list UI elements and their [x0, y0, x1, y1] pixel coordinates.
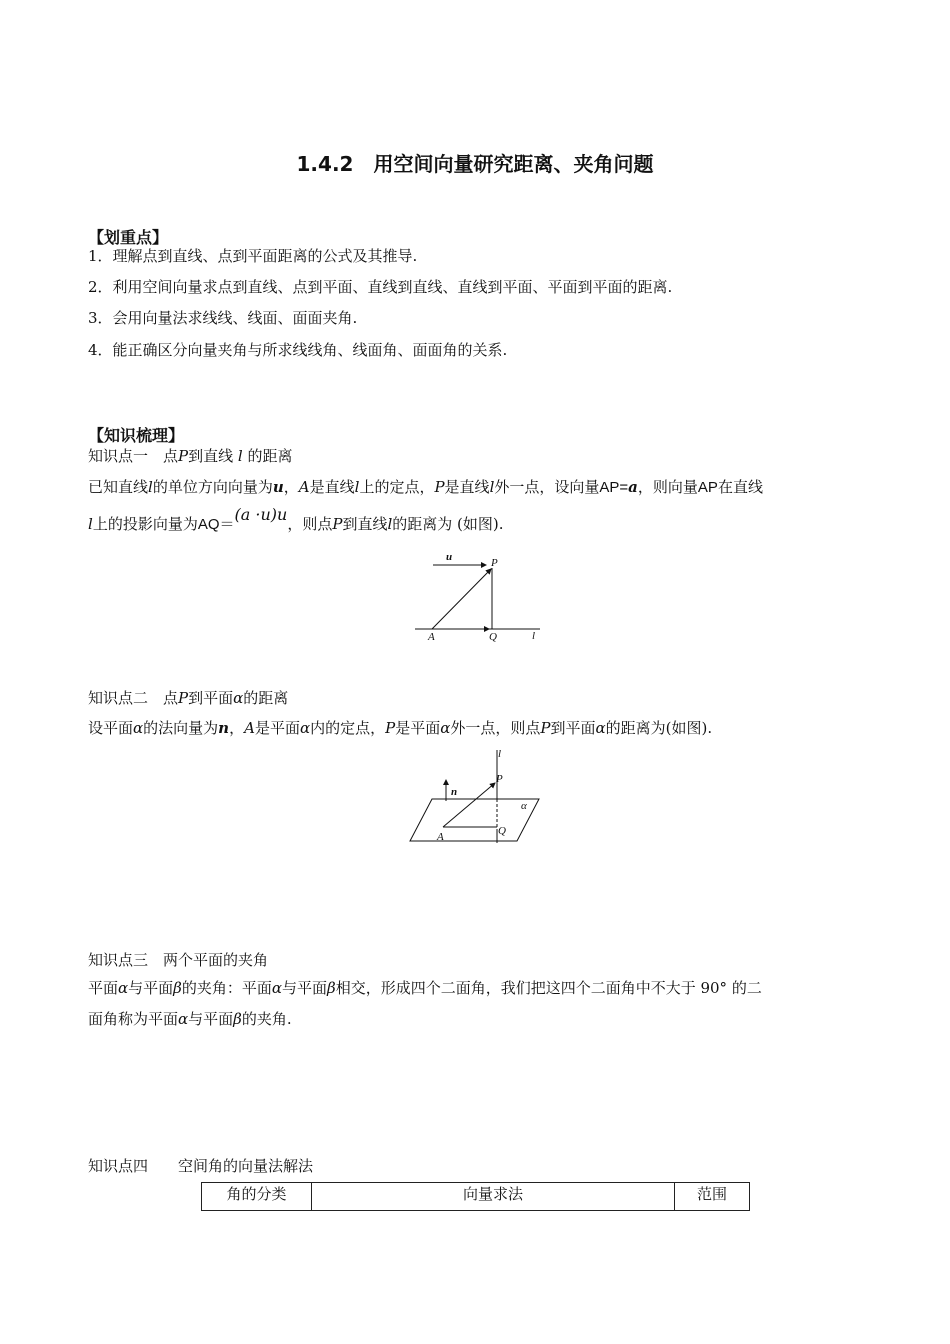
angle-methods-table [201, 1182, 750, 1211]
kp2-heading: 知识点二 点P到平面α的距离 [88, 689, 289, 707]
key-points-heading: 【划重点】 [88, 228, 169, 247]
kp4-heading: 知识点四 空间角的向量法解法 [88, 1157, 314, 1175]
l-label: l [532, 630, 536, 642]
kp1-line-1: 已知直线l的单位方向向量为u，A是直线l上的定点，P是直线l外一点，设向量AP=a，则向量AP在直线 [88, 478, 763, 496]
n-label: n [451, 786, 458, 798]
key-point-1: 1．理解点到直线、点到平面距离的公式及其推导. [88, 247, 418, 265]
a-label: A [437, 831, 444, 843]
page-title: 1.4.2 用空间向量研究距离、夹角问题 [296, 152, 654, 176]
q-label: Q [489, 631, 497, 643]
projection-formula: (a ·u)u [234, 505, 288, 524]
kp2-figure [405, 745, 550, 850]
kp1-heading: 知识点一 点P到直线 l 的距离 [88, 447, 293, 465]
table-header-cell: 向量求法 [312, 1183, 675, 1211]
table-header-cell: 范围 [675, 1183, 750, 1211]
kp3-line-2: 面角称为平面α与平面β的夹角. [88, 1010, 292, 1028]
table-header-cell: 角的分类 [202, 1183, 312, 1211]
key-point-3: 3．会用向量法求线线、线面、面面夹角. [88, 309, 358, 327]
p-label: P [496, 773, 503, 785]
a-label: A [428, 631, 435, 643]
review-heading: 【知识梳理】 [88, 426, 185, 445]
kp2-line-1: 设平面α的法向量为n，A是平面α内的定点，P是平面α外一点，则点P到平面α的距离为(如图). [88, 719, 713, 737]
alpha-label: α [521, 800, 527, 812]
ap-vector [432, 569, 491, 629]
p-label: P [491, 557, 498, 569]
key-point-2: 2．利用空间向量求点到直线、点到平面、直线到直线、直线到平面、平面到平面的距离. [88, 278, 673, 296]
q-label: Q [498, 825, 506, 837]
plane-alpha [410, 799, 539, 841]
l-label: l [498, 748, 502, 760]
kp1-line-2: l上的投影向量为AQ＝(a ·u)u，则点P到直线l的距离为 (如图). [88, 505, 504, 533]
u-label: u [446, 551, 453, 563]
table-header-row [202, 1183, 750, 1211]
kp1-figure [408, 548, 548, 648]
kp3-line-1: 平面α与平面β的夹角：平面α与平面β相交，形成四个二面角，我们把这四个二面角中不大于 90° 的二 [88, 979, 762, 997]
key-point-4: 4．能正确区分向量夹角与所求线线角、线面角、面面角的关系. [88, 341, 508, 359]
kp3-heading: 知识点三 两个平面的夹角 [88, 951, 269, 969]
